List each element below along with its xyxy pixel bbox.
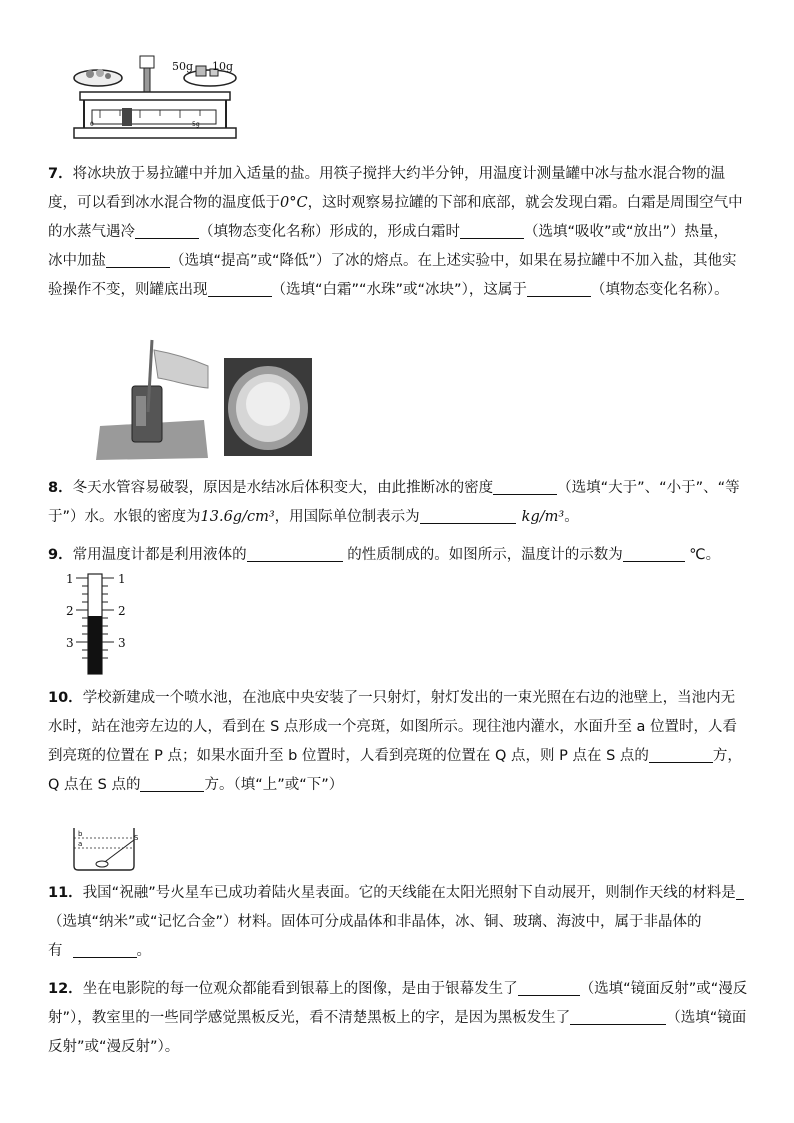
- q11-line-3: [48, 937, 754, 966]
- thermo-label-left-2: 2: [66, 604, 74, 618]
- q12-text-1b: （选填“镜面反射”或“漫反: [579, 981, 748, 997]
- q11-text-2: （选填“纳米”或“记忆合金”）材料。固体可分成晶体和非晶体，冰、铜、玻璃、海波中，属于非晶体的: [48, 914, 702, 930]
- question-8: [48, 474, 754, 532]
- can-experiment-photo: [96, 334, 212, 462]
- q7-text-3b: （填物态变化名称）形成的，形成白霜时: [199, 224, 460, 240]
- q10-text-3b: 方，: [712, 748, 742, 764]
- q11-line-1: [48, 879, 754, 908]
- q11-blank-2[interactable]: [73, 941, 137, 958]
- q7-blank-4[interactable]: [208, 280, 272, 297]
- q8-line-2: [48, 503, 754, 532]
- q10-number: 10．: [48, 690, 83, 706]
- q8-text-1b: （选填“大于”、“小于”、“等: [557, 480, 740, 496]
- thermometer-figure: [62, 570, 132, 678]
- q8-text-2a: 于”）水。水银的密度为: [48, 509, 201, 525]
- q8-number: 8．: [48, 480, 73, 496]
- q10-line-3: [48, 742, 754, 771]
- q10-blank-1[interactable]: [649, 746, 713, 763]
- weight-label-50g: 50g: [172, 60, 194, 73]
- q9-blank-1[interactable]: [247, 545, 343, 562]
- q12-line-3: [48, 1033, 754, 1062]
- q12-text-2a: 射”），教室里的一些同学感觉黑板反光，看不清楚黑板上的字，是因为黑板发生了: [48, 1010, 571, 1026]
- q8-line-1: [48, 474, 754, 503]
- thermo-label-right-1: 1: [118, 572, 126, 586]
- q11-blank-1[interactable]: [736, 883, 744, 900]
- q12-text-2b: （选填“镜面: [666, 1010, 747, 1026]
- scale-start-label: 0: [90, 121, 94, 128]
- q12-blank-1[interactable]: [518, 979, 580, 996]
- q8-text-2b: ，用国际单位制表示为: [274, 509, 420, 525]
- q7-blank-2[interactable]: [460, 222, 524, 239]
- q11-number: 11．: [48, 885, 83, 901]
- q10-text-1: 学校新建成一个喷水池，在池底中央安装了一只射灯，射灯发出的一束光照在右边的池壁上，当池内无: [82, 690, 736, 706]
- q8-unit: kg/m³: [521, 509, 565, 525]
- q9-text-1a: 常用温度计都是利用液体的: [72, 547, 247, 563]
- q7-line-5: [48, 276, 754, 305]
- pool-figure: [72, 826, 140, 872]
- thermo-label-left-3: 3: [66, 636, 74, 650]
- q9-text-1b: 的性质制成的。如图所示，温度计的示数为: [342, 547, 623, 563]
- q9-blank-2[interactable]: [623, 545, 685, 562]
- q7-text-3c: （选填“吸收”或“放出”）热量，: [524, 224, 729, 240]
- q7-text-5c: （填物态变化名称）。: [590, 282, 729, 298]
- question-7: [48, 160, 754, 305]
- q7-text-4a: 冰中加盐: [48, 253, 106, 269]
- q12-blank-2[interactable]: [570, 1008, 666, 1025]
- q7-blank-3[interactable]: [106, 251, 170, 268]
- q7-line-1: [48, 160, 754, 189]
- q7-line-3: [48, 218, 754, 247]
- q10-text-4a: Q 点在 S 点的: [48, 777, 141, 793]
- pool-label-b: b: [78, 830, 83, 838]
- q9-number: 9．: [48, 547, 73, 563]
- q8-math-density: 13.6g/cm³: [200, 509, 275, 525]
- pool-label-s: S: [134, 834, 139, 842]
- q7-blank-5[interactable]: [527, 280, 591, 297]
- q8-text-2c: 。: [564, 509, 579, 525]
- q7-line-2: [48, 189, 754, 218]
- q12-number: 12．: [48, 981, 83, 997]
- q11-text-1: 我国“祝融”号火星车已成功着陆火星表面。它的天线能在太阳光照射下自动展开，则制作天线的材料是: [82, 885, 736, 901]
- q8-blank-2[interactable]: [420, 507, 516, 524]
- q10-line-4: [48, 771, 754, 800]
- q7-text-3a: 的水蒸气遇冷: [48, 224, 135, 240]
- q7-math-temp: 0°C: [280, 195, 308, 211]
- question-11: [48, 879, 754, 966]
- q7-text-1: 将冰块放于易拉罐中并加入适量的盐。用筷子搅拌大约半分钟，用温度计测量罐中冰与盐水混合物的温: [72, 166, 726, 182]
- question-10: [48, 684, 754, 800]
- q9-text-1c: ℃。: [684, 547, 721, 563]
- q7-text-5b: （选填“白霜”“水珠”或“冰块”），这属于: [271, 282, 527, 298]
- weight-label-10g: 10g: [212, 60, 234, 73]
- pool-label-a: a: [78, 840, 83, 848]
- frost-can-photo: [224, 358, 312, 456]
- q10-text-4b: 方。（填“上”或“下”）: [204, 777, 344, 793]
- q12-line-2: [48, 1004, 754, 1033]
- q11-line-2: [48, 908, 754, 937]
- thermo-label-right-2: 2: [118, 604, 126, 618]
- thermo-label-left-1: 1: [66, 572, 74, 586]
- q10-line-1: [48, 684, 754, 713]
- q12-text-3: 反射”或“漫反射”）。: [48, 1039, 180, 1055]
- q11-text-3a: 有: [48, 943, 63, 959]
- question-12: [48, 975, 754, 1062]
- thermo-label-right-3: 3: [118, 636, 126, 650]
- q7-text-2a: 度，可以看到冰水混合物的温度低于: [48, 195, 280, 211]
- q7-number: 7．: [48, 166, 73, 182]
- q8-blank-1[interactable]: [493, 478, 557, 495]
- question-9: [48, 541, 754, 570]
- q7-text-4b: （选填“提高”或“降低”）了冰的熔点。在上述实验中，如果在易拉罐中不加入盐，其他实: [170, 253, 737, 269]
- q7-line-4: [48, 247, 754, 276]
- q10-blank-2[interactable]: [140, 775, 204, 792]
- q8-text-1a: 冬天水管容易破裂，原因是水结冰后体积变大，由此推断冰的密度: [72, 480, 494, 496]
- q7-blank-1[interactable]: [135, 222, 199, 239]
- q10-text-3a: 到亮斑的位置在 P 点；如果水面升至 b 位置时，人看到亮斑的位置在 Q 点，则 P 点在 S 点的: [48, 748, 649, 764]
- q11-text-3b: 。: [136, 943, 151, 959]
- q10-text-2: 水时，站在池旁左边的人，看到在 S 点形成一个亮斑，如图所示。现往池内灌水，水面升至 a 位置时，人看: [48, 719, 738, 735]
- balance-figure: [70, 52, 240, 142]
- scale-end-label: 5g: [192, 121, 200, 128]
- q7-text-2b: ，这时观察易拉罐的下部和底部，就会发现白霜。白霜是周围空气中: [307, 195, 743, 211]
- q12-line-1: [48, 975, 754, 1004]
- q9-line-1: [48, 541, 754, 570]
- q7-text-5a: 验操作不变，则罐底出现: [48, 282, 208, 298]
- q12-text-1a: 坐在电影院的每一位观众都能看到银幕上的图像，是由于银幕发生了: [82, 981, 518, 997]
- q10-line-2: [48, 713, 754, 742]
